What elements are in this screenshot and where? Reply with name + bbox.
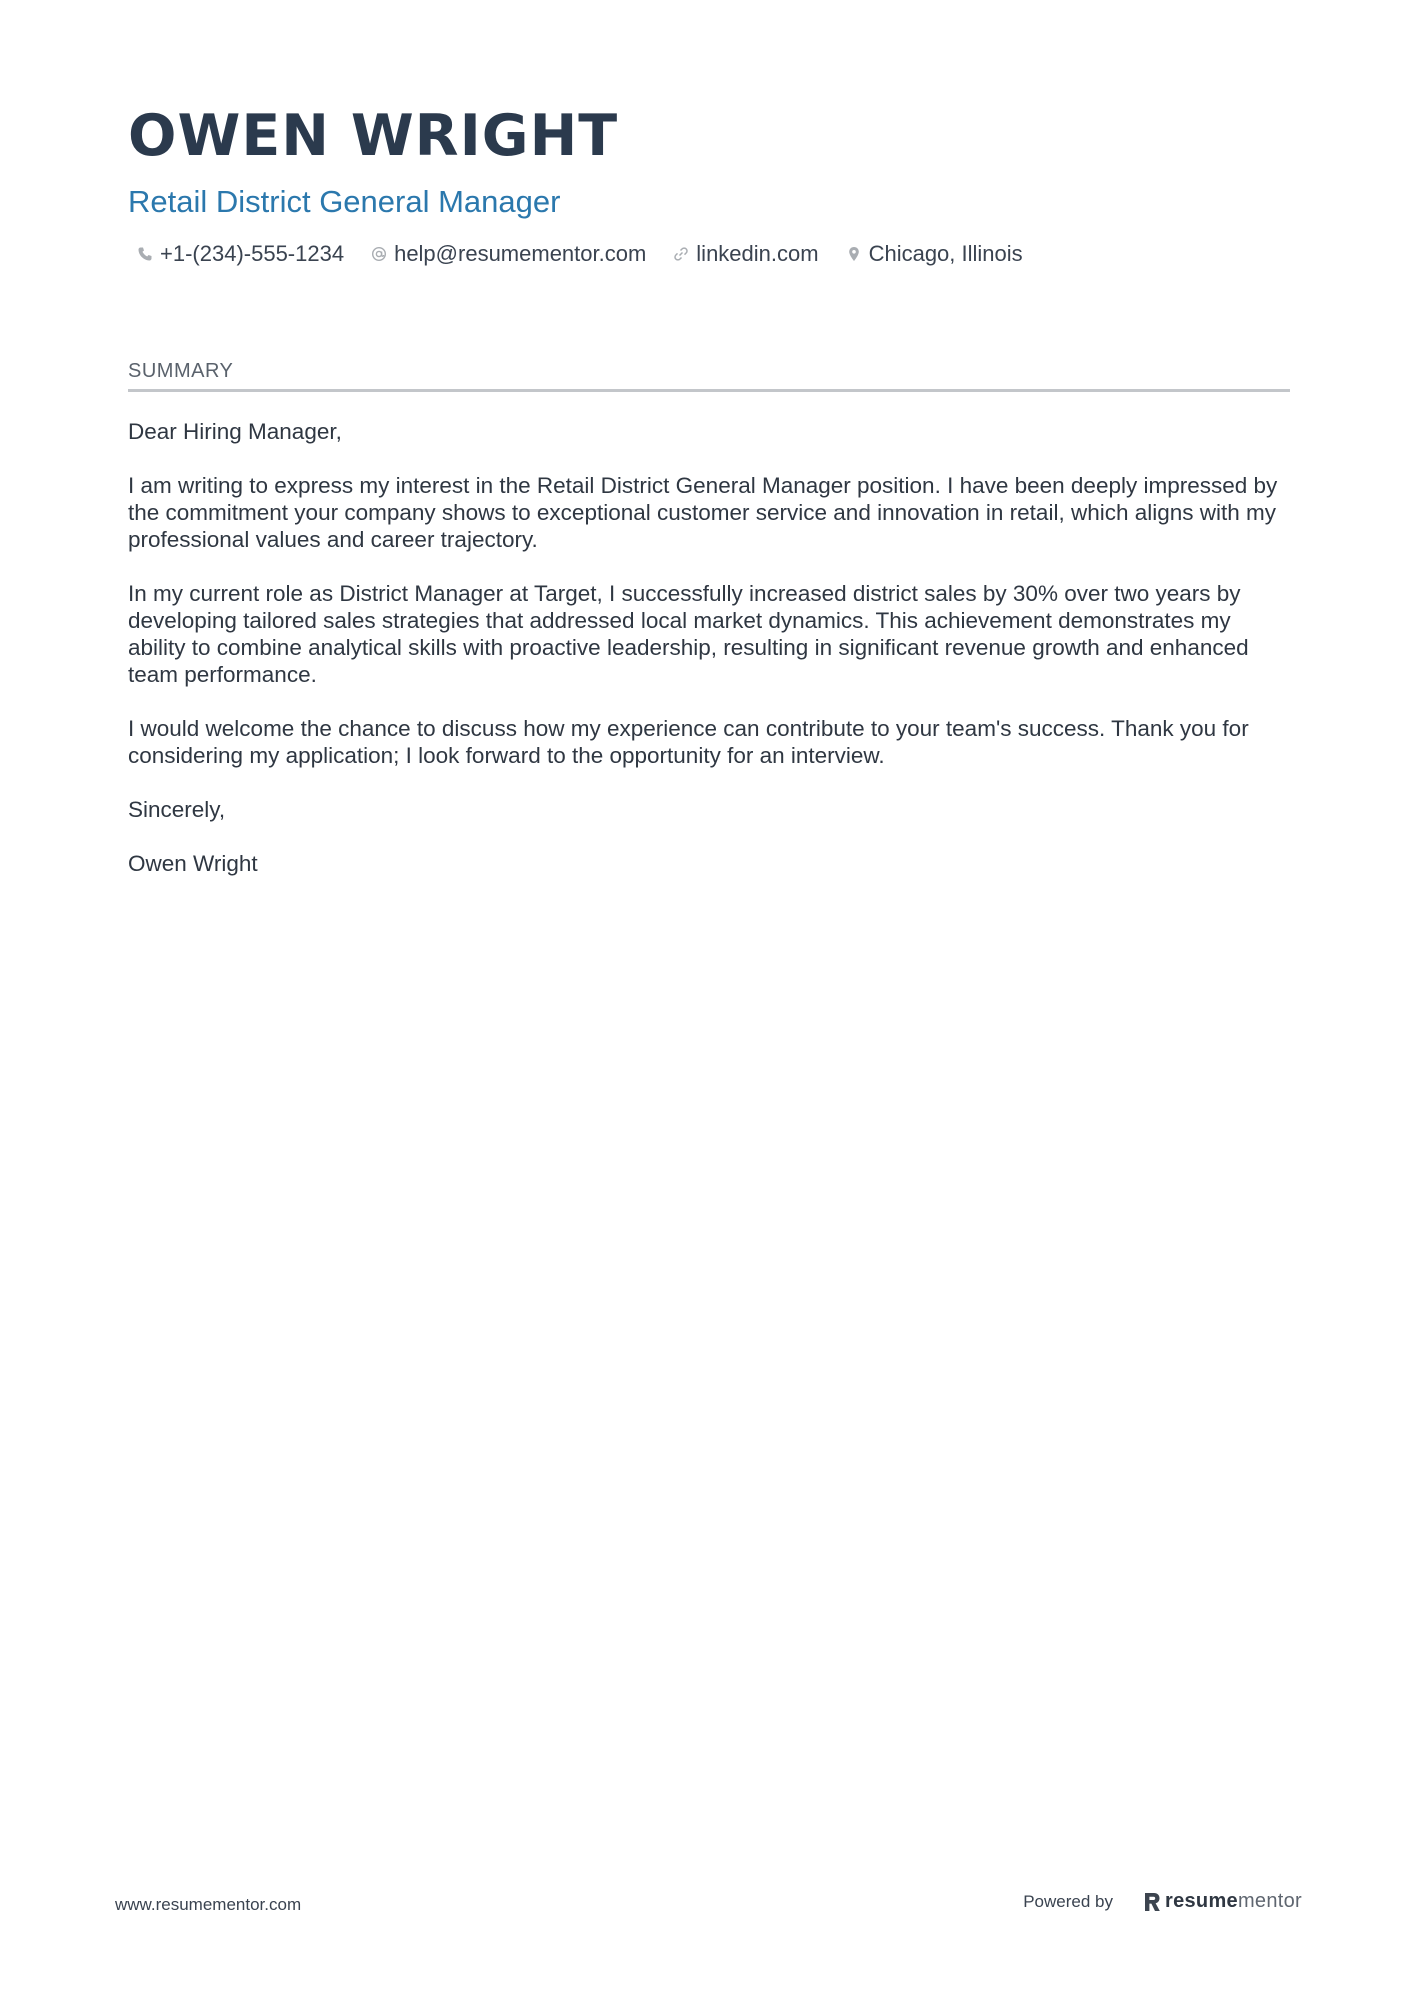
at-icon [370,245,388,263]
letter-paragraph-2: In my current role as District Manager at Target, I successfully increased district sales by 30% over two years by developing tailored sales strategies that addressed local market dynamics. This achievement demonstrates my ability to combine analytical skills with proactive leadership, resulting in significant revenue growth and enhanced team performance. [128,581,1249,687]
phone-icon [136,245,154,263]
contact-website [672,241,818,267]
footer-branding [1023,1890,1302,1913]
link-icon [672,245,690,263]
phone-text: +1-(234)-555-1234 [160,241,345,267]
contact-phone [136,241,344,267]
salutation: Dear Hiring Manager, [128,419,342,444]
resume-header [128,103,1288,267]
letter-paragraph-3: I would welcome the chance to discuss how my experience can contribute to your team's success. Thank you for considering my application; I look forward to the opportunity for an interview. [128,716,1249,768]
cover-letter-body [128,418,1290,877]
powered-by-label: Powered by [1023,1891,1113,1911]
summary-section [128,360,1290,904]
signature: Owen Wright [128,851,258,876]
brand-name-light: mentor [1237,1890,1302,1912]
location-text: Chicago, Illinois [868,241,1023,267]
contact-bar [128,241,1288,267]
section-title-summary: SUMMARY [128,360,1290,392]
letter-paragraph-1: I am writing to express my interest in the Retail District General Manager position. I have been deeply impressed by the commitment your company shows to exceptional customer service and innovation in retail, which aligns with my professional values and career trajectory. [128,473,1278,552]
website-link[interactable]: linkedin.com [696,241,819,267]
contact-email [370,241,646,267]
brand-name-bold: resume [1165,1890,1238,1912]
closing: Sincerely, [128,797,226,822]
resumementor-logo-icon [1143,1891,1161,1913]
map-pin-icon [845,245,863,263]
job-title: Retail District General Manager [128,184,561,219]
candidate-name: OWEN WRIGHT [128,103,619,169]
email-link[interactable]: help@resumementor.com [394,241,647,267]
footer-website[interactable]: www.resumementor.com [115,1895,302,1914]
contact-location [845,241,1023,267]
brand-logo[interactable] [1143,1890,1302,1913]
